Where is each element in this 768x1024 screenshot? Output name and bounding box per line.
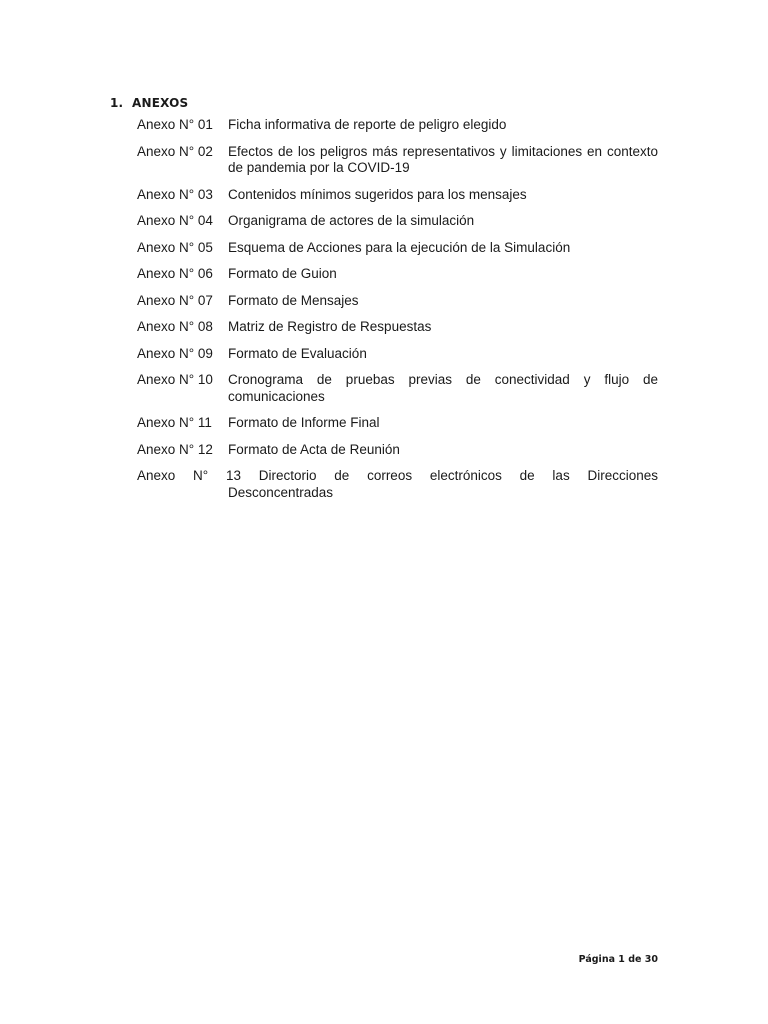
annex-title: Formato de Acta de Reunión	[228, 441, 400, 457]
annex-label: Anexo N° 01	[137, 117, 213, 132]
annex-title: Formato de Informe Final	[228, 415, 380, 430]
annex-13-line2: Desconcentradas	[228, 484, 334, 500]
annex-title: Ficha informativa de reporte de peligro elegido	[228, 117, 507, 132]
annex-label: Anexo N° 11	[137, 415, 212, 430]
annex-title: Contenidos mínimos sugeridos para los mensajes	[228, 186, 527, 202]
annex-label: Anexo N° 09	[137, 345, 213, 361]
section-heading	[110, 96, 188, 110]
annex-title: Efectos de los peligros más representativos y limitaciones en contexto de pandemia por la COVID-19	[228, 143, 658, 175]
annex-label: Anexo N° 10	[137, 372, 213, 387]
annex-label: Anexo N° 12	[137, 441, 213, 457]
annex-item	[137, 213, 658, 230]
annex-label: Anexo N° 06	[137, 266, 213, 281]
annex-list	[137, 117, 658, 511]
annex-item	[137, 319, 658, 336]
annex-title: Matriz de Registro de Respuestas	[228, 319, 432, 334]
annex-item	[137, 187, 658, 204]
annex-title: Formato de Mensajes	[228, 292, 359, 308]
section-number: 1.	[110, 96, 124, 110]
annex-item	[137, 266, 658, 283]
annex-label: Anexo N° 08	[137, 319, 213, 334]
annex-item	[137, 346, 658, 363]
annex-title: Organigrama de actores de la simulación	[228, 213, 475, 228]
annex-label: Anexo N° 07	[137, 292, 213, 308]
annex-label: Anexo N° 03	[137, 186, 213, 202]
annex-label: Anexo N° 05	[137, 239, 213, 255]
annex-item	[137, 372, 658, 405]
annex-item	[137, 293, 658, 310]
annex-label: Anexo N° 04	[137, 213, 213, 228]
annex-item	[137, 442, 658, 459]
annex-item	[137, 117, 658, 134]
section-title: ANEXOS	[132, 96, 189, 110]
annex-title: Formato de Evaluación	[228, 345, 367, 361]
annex-item	[137, 144, 658, 177]
annex-label: Anexo N° 02	[137, 143, 213, 159]
annex-item	[137, 415, 658, 432]
page-number: Página 1 de 30	[578, 954, 658, 965]
annex-title: Formato de Guion	[228, 266, 337, 281]
annex-13-line1: Anexo N° 13 Directorio de correos electrónicos de las Direcciones	[137, 468, 658, 483]
annex-title: Cronograma de pruebas previas de conectividad y flujo de comunicaciones	[228, 372, 658, 404]
annex-title: Esquema de Acciones para la ejecución de la Simulación	[228, 239, 571, 255]
annex-item	[137, 240, 658, 257]
annex-item-13	[137, 468, 658, 501]
